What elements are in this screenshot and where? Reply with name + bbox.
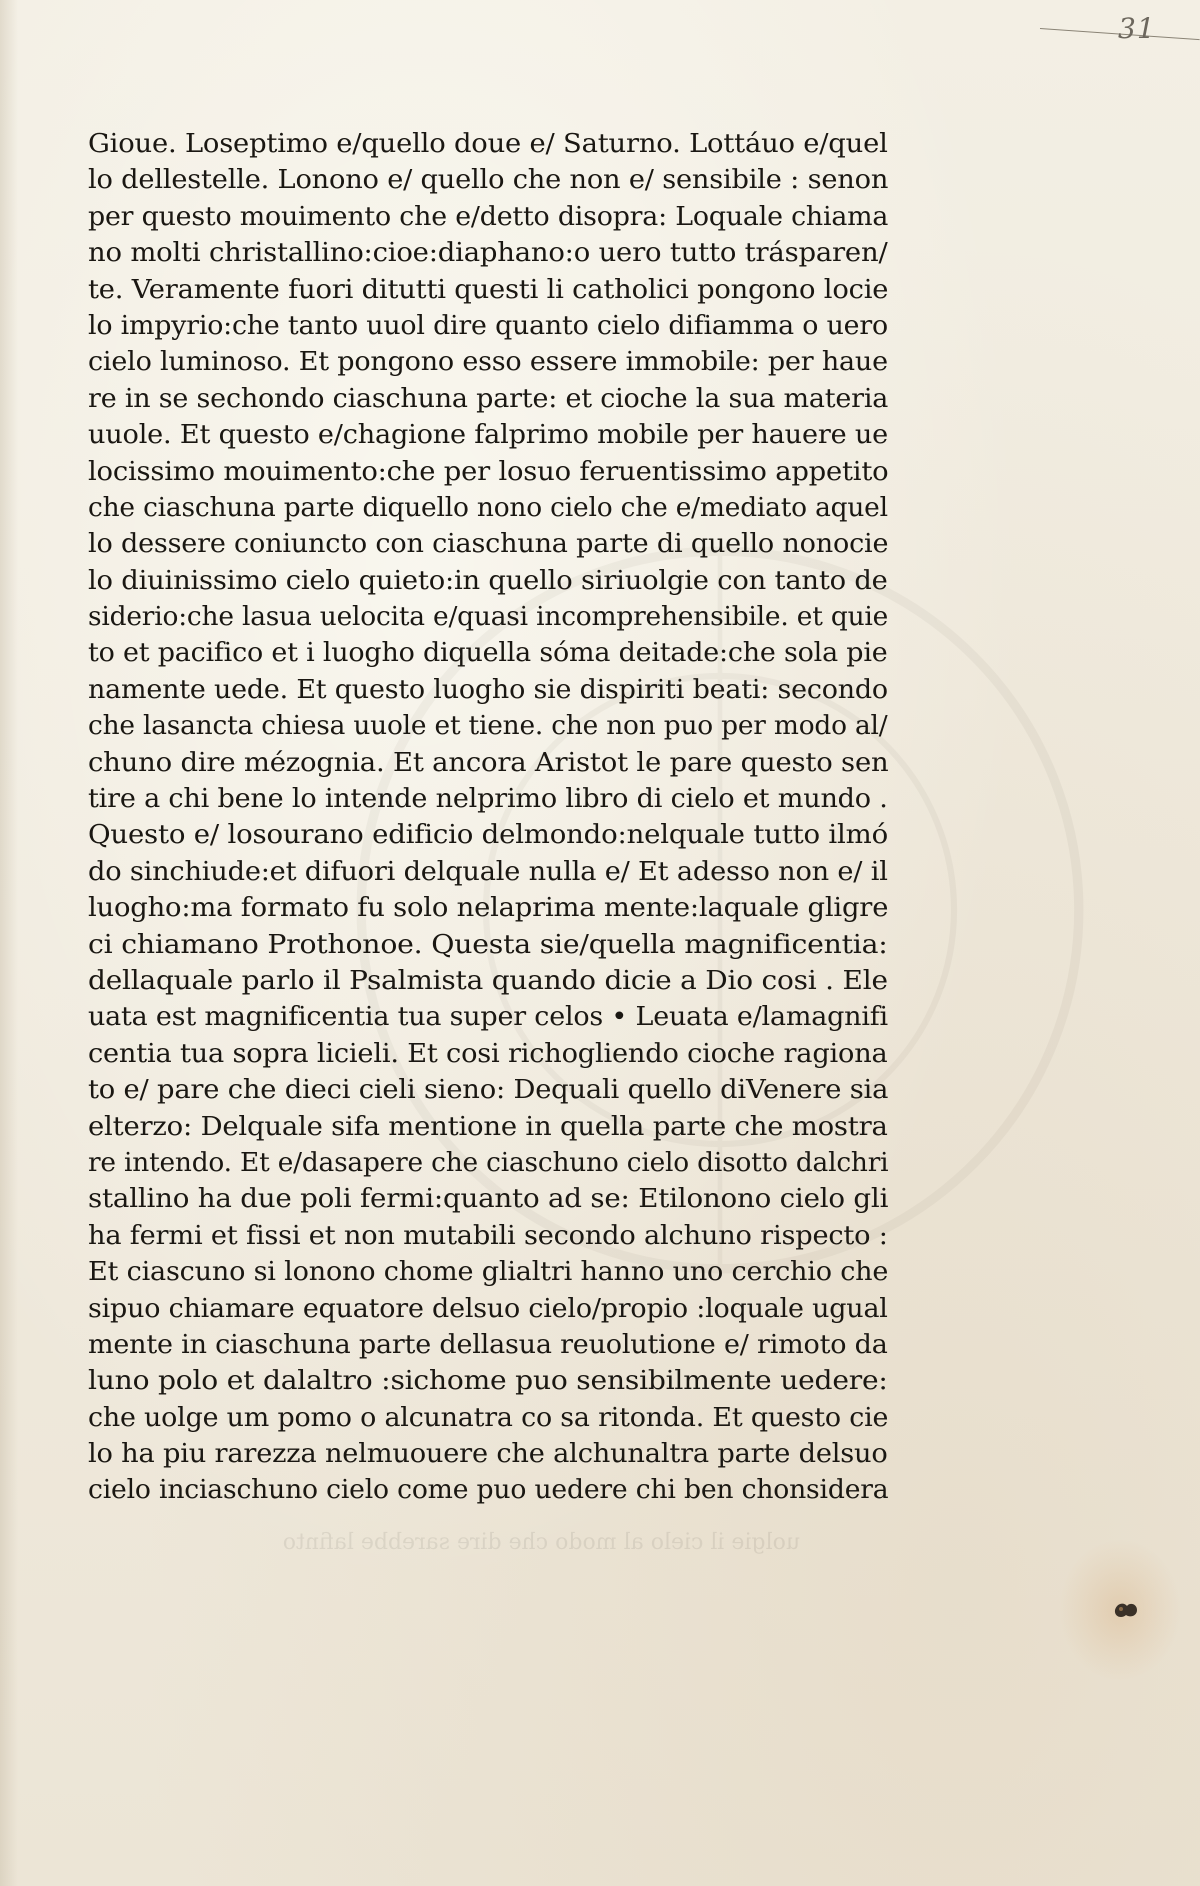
text-line: cielo luminoso. Et pongono esso essere immobile: per haue	[88, 346, 888, 378]
text-line: tire a chi bene lo intende nelprimo libro di cielo et mundo .	[88, 783, 888, 815]
text-line: re in se sechondo ciaschuna parte: et cioche la sua materia	[88, 382, 889, 414]
show-through-text: uolgie il cielo al modo che dire sarebbe lafinto	[282, 1530, 800, 1555]
text-line: Et ciascuno si lonono chome glialtri hanno uno cerchio che	[88, 1256, 889, 1288]
text-line: che ciaschuna parte diquello nono cielo che e/mediato aquel	[88, 491, 888, 523]
text-line: cielo inciaschuno cielo come puo uedere chi ben chonsidera	[88, 1474, 889, 1506]
text-line: do sinchiude:et difuori delquale nulla e/ Et adesso non e/ il	[88, 855, 888, 887]
text-line: namente uede. Et questo luogho sie dispiriti beati: secondo	[88, 673, 888, 705]
text-line: no molti christallino:cioe:diaphano:o uero tutto trásparen/	[88, 237, 888, 269]
text-line: lo dellestelle. Lonono e/ quello che non e/ sensibile : senon	[88, 164, 889, 196]
text-line: uata est magnificentia tua super celos • Leuata e/lamagnifi	[88, 1001, 888, 1033]
folio-number: 31	[1118, 12, 1156, 45]
text-line: ci chiamano Prothonoe. Questa sie/quella magnificentia:	[88, 928, 888, 960]
text-line: che uolge um pomo o alcunatra co sa ritonda. Et questo cie	[88, 1401, 889, 1433]
text-line: dellaquale parlo il Psalmista quando dicie a Dio cosi . Ele	[88, 964, 888, 996]
text-line: sipuo chiamare equatore delsuo cielo/propio :loquale ugual	[88, 1292, 888, 1324]
text-line: re intendo. Et e/dasapere che ciaschuno cielo disotto dalchri	[88, 1146, 889, 1178]
text-line: stallino ha due poli fermi:quanto ad se: Etilonono cielo gli	[88, 1183, 889, 1215]
gutter-shadow	[0, 0, 18, 1886]
text-line: lo ha piu rarezza nelmuouere che alchunaltra parte delsuo	[88, 1438, 888, 1470]
text-line: ha fermi et fissi et non mutabili secondo alchuno rispecto :	[88, 1219, 888, 1251]
text-line: lo diuinissimo cielo quieto:in quello siriuolgie con tanto de	[88, 564, 888, 596]
text-line: elterzo: Delquale sifa mentione in quella parte che mostra	[88, 1110, 888, 1142]
text-line: te. Veramente fuori ditutti questi li catholici pongono locie	[88, 273, 889, 305]
worm-hole-icon	[1112, 1600, 1140, 1620]
text-line: Gioue. Loseptimo e/quello doue e/ Saturno. Lottáuo e/quel	[88, 128, 888, 159]
text-line: Questo e/ losourano edificio delmondo:nelquale tutto ilmó	[88, 819, 888, 851]
text-line: uuole. Et questo e/chagione falprimo mobile per hauere ue	[88, 419, 889, 451]
text-line: che lasancta chiesa uuole et tiene. che non puo per modo al/	[88, 710, 888, 742]
text-line: luno polo et dalaltro :sichome puo sensibilmente uedere:	[88, 1365, 888, 1397]
text-line: mente in ciaschuna parte dellasua reuolutione e/ rimoto da	[88, 1328, 888, 1360]
text-line: per questo mouimento che e/detto disopra: Loquale chiama	[88, 200, 889, 232]
text-line: centia tua sopra licieli. Et cosi richogliendo cioche ragiona	[88, 1037, 888, 1069]
text-line: to et pacifico et i luogho diquella sóma deitade:che sola pie	[88, 637, 888, 669]
text-line: chuno dire mézognia. Et ancora Aristot le pare questo sen	[88, 746, 889, 778]
body-text	[88, 126, 888, 1509]
text-line: locissimo mouimento:che per losuo feruentissimo appetito	[88, 455, 889, 487]
text-line: lo dessere coniuncto con ciaschuna parte di quello nonocie	[88, 528, 889, 560]
text-line: to e/ pare che dieci cieli sieno: Dequali quello diVenere sia	[88, 1074, 889, 1106]
text-line: lo impyrio:che tanto uuol dire quanto cielo difiamma o uero	[88, 309, 888, 341]
text-line: luogho:ma formato fu solo nelaprima mente:laquale gligre	[88, 892, 889, 924]
text-line: siderio:che lasua uelocita e/quasi incomprehensibile. et quie	[88, 601, 889, 633]
